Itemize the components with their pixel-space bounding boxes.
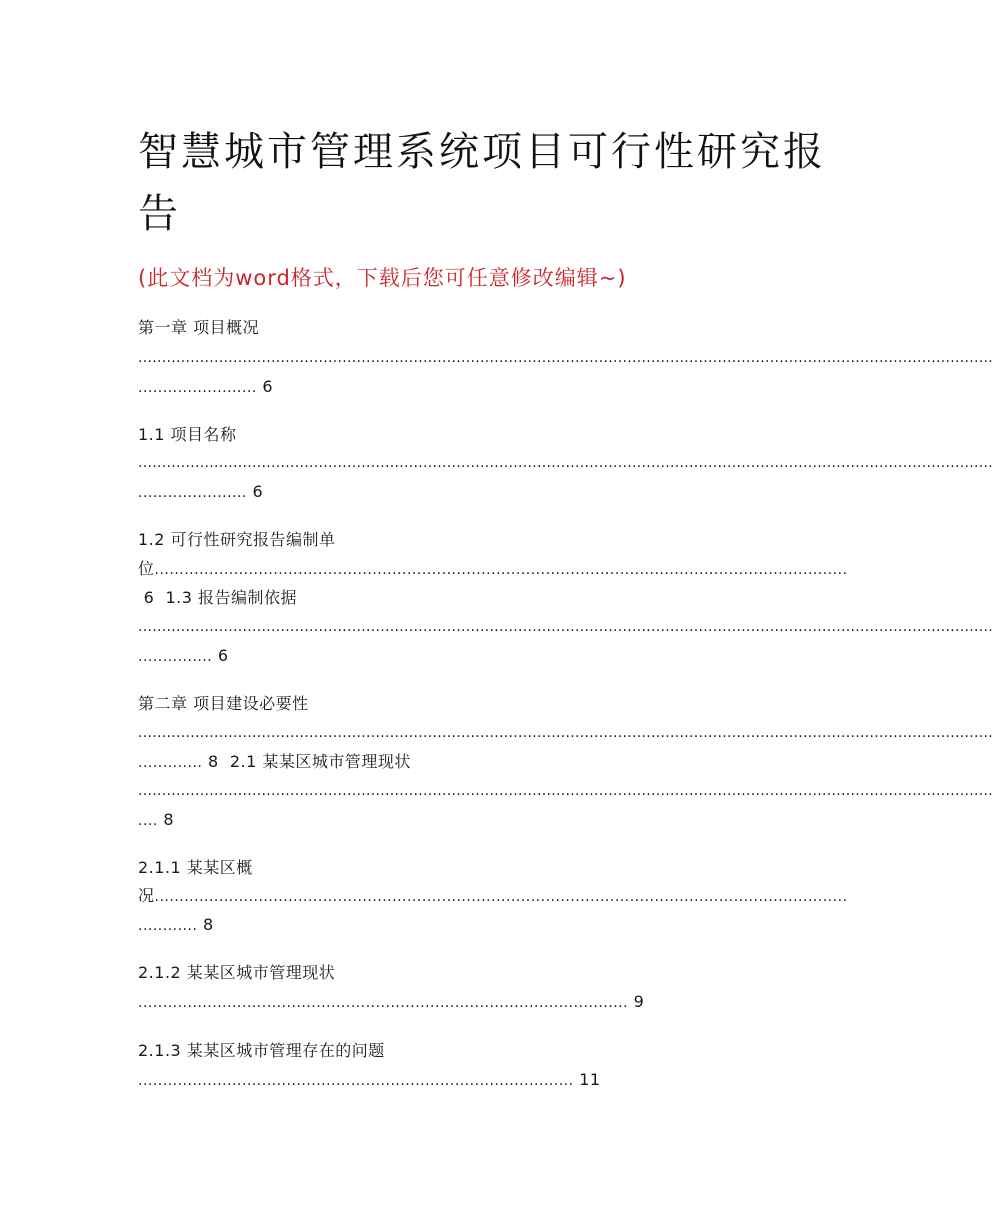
toc-chapter-2 [138, 694, 309, 714]
toc-leader-dots: .................................................................................................................................................................................... [138, 725, 993, 741]
toc-section-label: 况 [138, 886, 155, 905]
toc-page-number: 8 [203, 915, 214, 934]
toc-leader-dots: ............ [138, 918, 198, 934]
toc-section-label: 位 [138, 559, 155, 578]
toc-section-2-1-2 [138, 963, 335, 983]
toc-leader-dots: .................................................................................................................................................................................... [138, 350, 993, 366]
toc-leader-line [138, 915, 214, 936]
toc-leader-line [138, 588, 297, 608]
toc-chapter-1 [138, 318, 259, 338]
toc-leader-line [138, 377, 273, 398]
toc-leader-line [138, 1070, 601, 1091]
toc-leader-dots: ............................................................................................................................................ [154, 889, 848, 905]
toc-section-2-1-1-continued [138, 886, 848, 907]
toc-section-1-1 [138, 425, 237, 445]
toc-leader-line [138, 646, 229, 667]
toc-page-number: 6 [262, 377, 274, 396]
toc-leader-dots: .................................................................................................................................................................................... [138, 783, 993, 799]
toc-leader-dots: ........................................................................................ [138, 1073, 574, 1089]
toc-section-2-1-1 [138, 858, 253, 878]
toc-leader-dots: ................................................................................................... [138, 995, 629, 1011]
toc-page-number: 11 [579, 1070, 601, 1089]
toc-chapter-1-label: 第一章 项目概况 [138, 318, 260, 337]
toc-leader-dots: .................................................................................................................................................................................... [138, 619, 993, 635]
toc-section-label: 2.1.3 某某区城市管理存在的问题 [138, 1041, 385, 1060]
toc-leader-dots: ............... [138, 649, 213, 665]
toc-leader-dots: .................................................................................................................................................................................... [138, 455, 993, 471]
toc-section-1-2-continued [138, 559, 848, 580]
toc-section-label: 1.2 可行性研究报告编制单 [138, 530, 336, 549]
format-note: (此文档为word格式，下载后您可任意修改编辑~) [138, 266, 627, 290]
toc-leader-dots: ........................ [138, 380, 257, 396]
toc-page-number: 6 [252, 482, 264, 501]
document-title-line-1: 智慧城市管理系统项目可行性研究报 [138, 129, 826, 175]
toc-leader-dots: ............................................................................................................................................ [154, 562, 848, 578]
toc-page-number: 9 [633, 992, 645, 1011]
toc-section-1-3-label: 1.3 报告编制依据 [165, 588, 297, 607]
toc-leader-dots: .... [138, 813, 158, 829]
toc-section-label: 2.1.2 某某区城市管理现状 [138, 963, 336, 982]
toc-section-label: 2.1.1 某某区概 [138, 858, 253, 877]
toc-page-number: 6 [217, 646, 229, 665]
toc-page-number: 6 [143, 588, 155, 607]
toc-section-1-2 [138, 530, 336, 550]
toc-leader-line [138, 482, 263, 503]
toc-section-2-1-3 [138, 1041, 385, 1061]
toc-leader-dots: ............. [138, 755, 203, 771]
toc-section-2-1-label: 2.1 某某区城市管理现状 [229, 752, 411, 771]
toc-leader-dots: ...................... [138, 485, 247, 501]
toc-leader-line [138, 810, 174, 831]
toc-leader-line [138, 752, 411, 773]
toc-page-number: 8 [207, 752, 219, 771]
toc-section-label: 1.1 项目名称 [138, 425, 237, 444]
document-title-line-2: 告 [138, 191, 181, 237]
toc-leader-line [138, 992, 644, 1013]
toc-chapter-2-label: 第二章 项目建设必要性 [138, 694, 309, 713]
toc-page-number: 8 [163, 810, 175, 829]
